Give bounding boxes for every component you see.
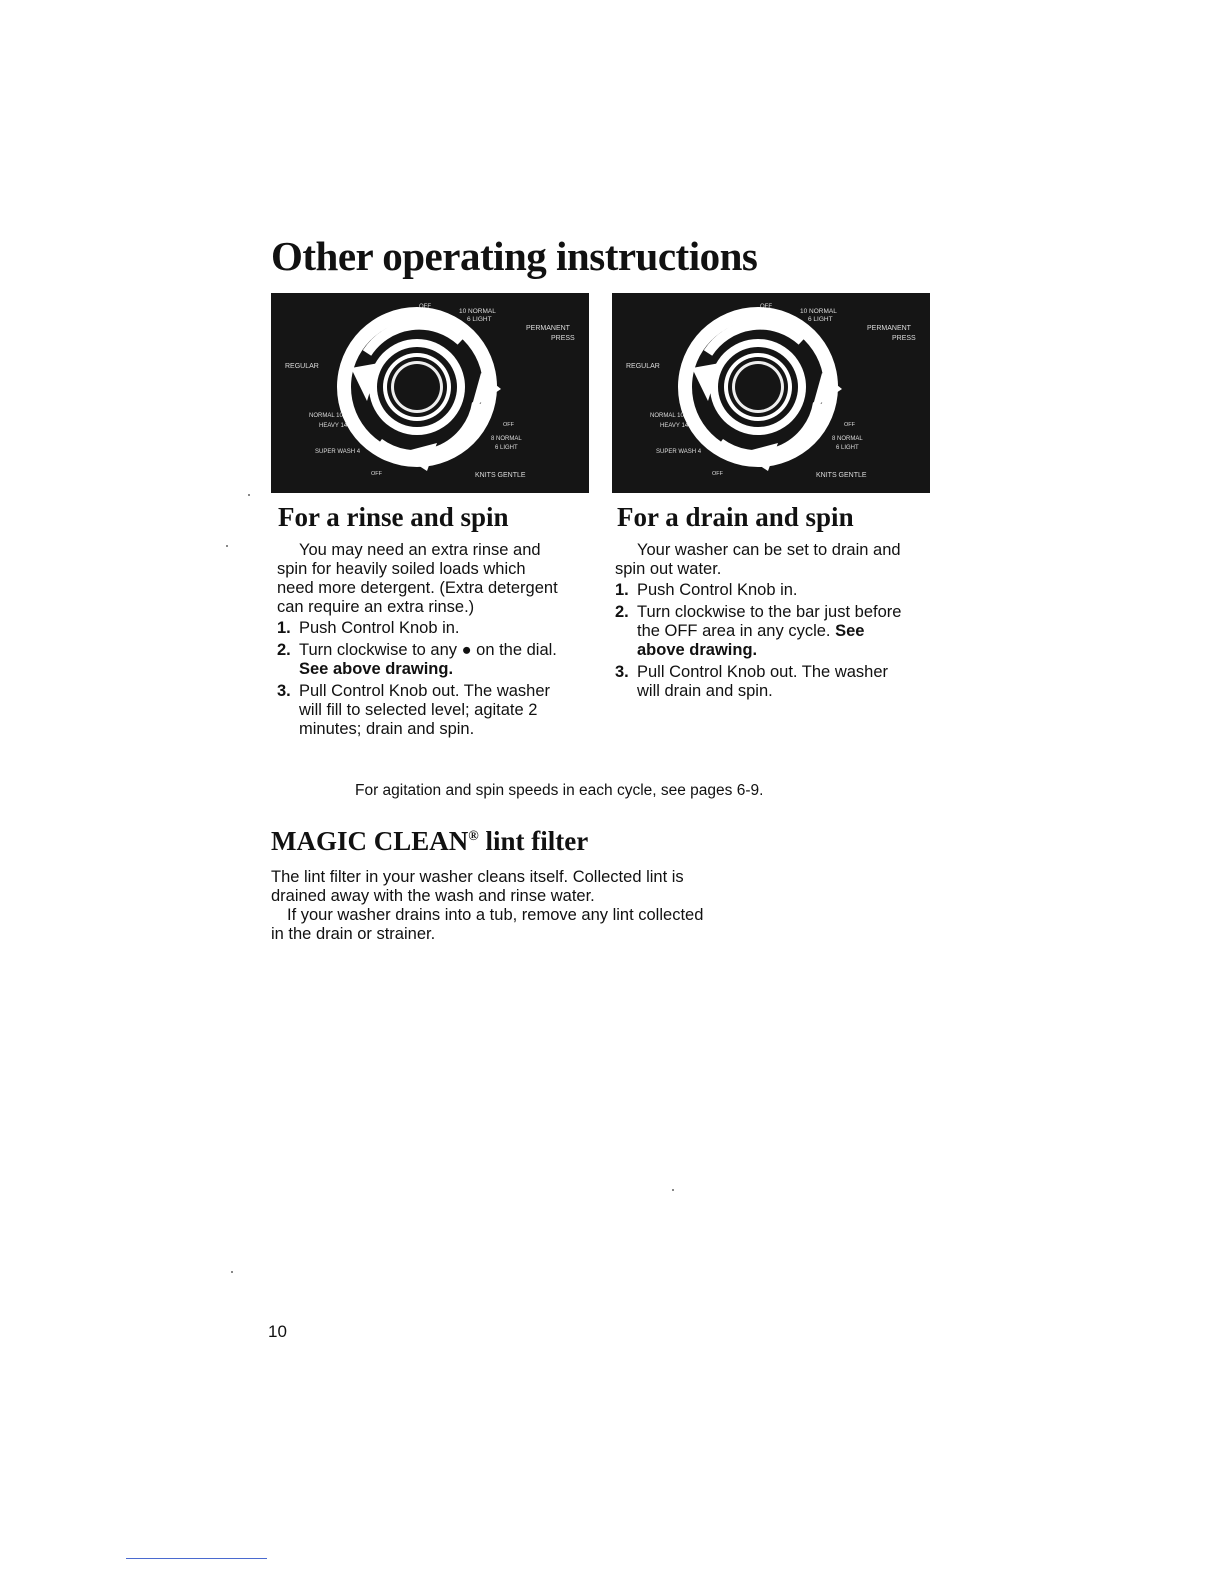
dial-label: PRESS [892, 335, 916, 342]
intro-line: spin out water. [615, 560, 722, 578]
step-text: will drain and spin. [637, 682, 773, 700]
step-emphasis: See [835, 622, 865, 640]
dial-label: 8 NORMAL [832, 436, 863, 442]
dial-label: HEAVY 14 [660, 423, 689, 429]
speeds-footnote: For agitation and spin speeds in each cycle, see pages 6-9. [355, 782, 764, 799]
lint-line: The lint filter in your washer cleans itself. Collected lint is [271, 868, 684, 886]
step-text: will fill to selected level; agitate 2 [299, 701, 538, 719]
dial-label: SUPER WASH 4 [315, 449, 361, 455]
step-text: Pull Control Knob out. The washer [637, 663, 889, 681]
lint-heading-brand: MAGIC CLEAN [271, 826, 469, 856]
scan-speck [248, 494, 250, 496]
lint-line: in the drain or strainer. [271, 925, 436, 943]
dial-label: 10 NORMAL [800, 308, 837, 315]
step-item [615, 663, 955, 701]
step-number: 2. [277, 641, 291, 659]
dial-label: 6 LIGHT [467, 316, 492, 323]
dial-label: HEAVY 14 [319, 423, 348, 429]
dial-label: 6 LIGHT [836, 445, 859, 451]
footer-rule [126, 1558, 267, 1559]
step-number: 1. [277, 619, 291, 637]
step-text: Push Control Knob in. [299, 619, 460, 637]
dial-label: REGULAR [285, 363, 319, 370]
step-number: 3. [277, 682, 291, 700]
step-text: Push Control Knob in. [637, 581, 798, 599]
registered-mark: ® [468, 829, 479, 844]
step-text: Pull Control Knob out. The washer [299, 682, 551, 700]
step-item [277, 641, 607, 679]
section-heading-lint [271, 826, 588, 857]
lint-section [271, 868, 791, 944]
step-item [277, 682, 607, 739]
dial-label: OFF [844, 422, 855, 428]
step-item [615, 581, 955, 600]
dial-graphic [678, 307, 842, 471]
intro-line: need more detergent. (Extra detergent [277, 579, 558, 597]
dial-label: REGULAR [626, 363, 660, 370]
step-text: minutes; drain and spin. [299, 720, 475, 738]
step-emphasis: above drawing. [637, 641, 758, 659]
step-text: Turn clockwise to any ● on the dial. [299, 641, 557, 659]
scan-speck [226, 545, 228, 547]
drain-section [615, 541, 955, 701]
page-title: Other operating instructions [271, 233, 758, 279]
intro-line: spin for heavily soiled loads which [277, 560, 526, 578]
dial-label: NORMAL 10 [650, 413, 684, 419]
step-emphasis: See above drawing. [299, 660, 454, 678]
dial-graphic [337, 307, 501, 471]
step-item [615, 603, 955, 660]
section-heading-rinse: For a rinse and spin [278, 502, 509, 532]
step-text: Turn clockwise to the bar just before [637, 603, 902, 621]
step-number: 1. [615, 581, 629, 599]
rinse-section [277, 541, 607, 739]
dial-label: 6 LIGHT [495, 445, 518, 451]
intro-line: You may need an extra rinse and [299, 541, 541, 559]
page-number: 10 [268, 1322, 287, 1341]
dial-label: OFF [371, 471, 382, 477]
dial-label: NORMAL 10 [309, 413, 343, 419]
dial-label: OFF [503, 422, 514, 428]
step-text: the OFF area in any cycle. [637, 622, 831, 640]
dial-label: OFF [760, 304, 772, 310]
dial-label: 6 LIGHT [808, 316, 833, 323]
intro-line: can require an extra rinse.) [277, 598, 475, 616]
dial-illustration-right [612, 293, 930, 493]
step-number: 2. [615, 603, 629, 621]
dial-label: 10 NORMAL [459, 308, 496, 315]
dial-label: KNITS GENTLE [816, 472, 867, 479]
dial-label: OFF [419, 304, 431, 310]
step-number: 3. [615, 663, 629, 681]
dial-label: PERMANENT [867, 325, 911, 332]
scan-speck [231, 1271, 233, 1273]
dial-label: KNITS GENTLE [475, 472, 526, 479]
dial-label: OFF [712, 471, 723, 477]
intro-line: Your washer can be set to drain and [637, 541, 901, 559]
section-heading-drain: For a drain and spin [617, 502, 854, 532]
step-item [277, 619, 607, 638]
lint-line: drained away with the wash and rinse water. [271, 887, 595, 905]
lint-line: If your washer drains into a tub, remove any lint collected [287, 906, 704, 924]
lint-heading-rest: lint filter [478, 826, 589, 856]
dial-illustration-left [271, 293, 589, 493]
dial-label: PERMANENT [526, 325, 570, 332]
scan-speck [672, 1189, 674, 1191]
dial-label: 8 NORMAL [491, 436, 522, 442]
dial-label: PRESS [551, 335, 575, 342]
dial-label: SUPER WASH 4 [656, 449, 702, 455]
